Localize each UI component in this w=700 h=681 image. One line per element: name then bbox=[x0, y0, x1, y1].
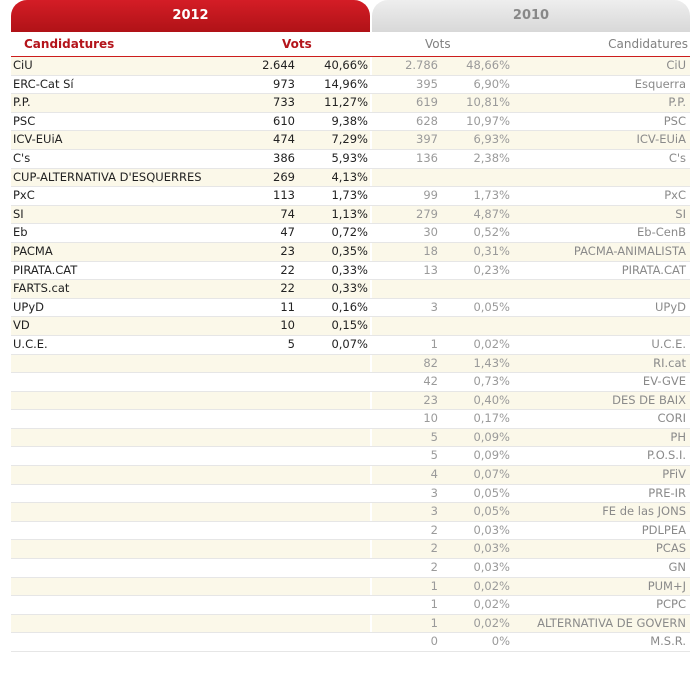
votes-2010: 4 bbox=[430, 467, 438, 482]
column-separator bbox=[370, 559, 372, 577]
column-separator bbox=[370, 57, 372, 75]
row-2012-background bbox=[11, 57, 370, 75]
party-name-2010: CiU bbox=[666, 58, 686, 72]
table-row bbox=[11, 94, 690, 113]
table-row bbox=[11, 150, 690, 169]
percent-2010: 0,40% bbox=[473, 392, 510, 407]
votes-2010: 3 bbox=[430, 485, 438, 500]
party-name-2010: CORI bbox=[657, 411, 686, 426]
votes-2010: 18 bbox=[423, 243, 438, 258]
percent-2010: 0,09% bbox=[473, 448, 510, 463]
votes-2010: 619 bbox=[416, 95, 438, 110]
votes-2010: 397 bbox=[416, 132, 438, 147]
percent-2012: 0,15% bbox=[331, 318, 368, 333]
percent-2010: 0% bbox=[491, 634, 510, 649]
column-separator bbox=[370, 392, 372, 410]
percent-2010: 0,07% bbox=[473, 467, 510, 482]
percent-2010: 10,97% bbox=[466, 113, 510, 128]
row-2010-background bbox=[372, 596, 690, 614]
votes-2010: 1 bbox=[430, 578, 438, 593]
row-2012-background bbox=[11, 392, 370, 410]
column-separator bbox=[370, 262, 372, 280]
table-row bbox=[11, 243, 690, 262]
table-row bbox=[11, 429, 690, 448]
row-2010-background bbox=[372, 299, 690, 317]
party-name-2010: ALTERNATIVA DE GOVERN bbox=[537, 615, 686, 630]
percent-2010: 2,38% bbox=[473, 150, 510, 165]
votes-2012: 610 bbox=[273, 113, 295, 128]
results-table-body bbox=[11, 57, 690, 652]
column-separator bbox=[370, 336, 372, 354]
percent-2010: 0,05% bbox=[473, 504, 510, 519]
party-name-2010: C's bbox=[668, 150, 686, 165]
table-row bbox=[11, 615, 690, 634]
votes-2010: 5 bbox=[430, 448, 438, 463]
party-name-2012: ICV-EUiA bbox=[13, 132, 63, 147]
table-row bbox=[11, 503, 690, 522]
party-name-2012: FARTS.cat bbox=[13, 281, 70, 296]
column-separator bbox=[370, 280, 372, 298]
column-separator bbox=[370, 206, 372, 224]
table-row bbox=[11, 206, 690, 225]
header-candidatures-2010: Candidatures bbox=[608, 37, 688, 51]
row-2012-background bbox=[11, 540, 370, 558]
row-2010-background bbox=[372, 540, 690, 558]
table-row bbox=[11, 466, 690, 485]
row-2010-background bbox=[372, 410, 690, 428]
party-name-2010: UPyD bbox=[654, 299, 686, 314]
votes-2010: 2 bbox=[430, 541, 438, 556]
column-separator bbox=[370, 355, 372, 373]
percent-2012: 7,29% bbox=[331, 132, 368, 147]
votes-2010: 82 bbox=[423, 355, 438, 370]
votes-2010: 5 bbox=[430, 429, 438, 444]
votes-2012: 733 bbox=[273, 95, 295, 110]
percent-2012: 0,33% bbox=[331, 281, 368, 296]
table-row bbox=[11, 485, 690, 504]
votes-2010: 279 bbox=[416, 206, 438, 221]
votes-2012: 113 bbox=[273, 188, 295, 203]
votes-2012: 47 bbox=[280, 225, 295, 240]
party-name-2012: P.P. bbox=[13, 95, 31, 110]
column-separator bbox=[370, 131, 372, 149]
column-separator bbox=[370, 615, 372, 633]
votes-2010: 2 bbox=[430, 560, 438, 575]
party-name-2010: PDLPEA bbox=[641, 522, 686, 537]
party-name-2012: PACMA bbox=[13, 243, 53, 258]
column-separator bbox=[370, 540, 372, 558]
column-separator bbox=[370, 410, 372, 428]
votes-2012: 2.644 bbox=[262, 58, 295, 72]
party-name-2010: EV-GVE bbox=[642, 374, 686, 389]
votes-2012: 22 bbox=[280, 262, 295, 277]
row-2010-background bbox=[372, 633, 690, 651]
row-2012-background bbox=[11, 299, 370, 317]
row-2012-background bbox=[11, 150, 370, 168]
results-panel bbox=[11, 0, 690, 652]
percent-2012: 1,13% bbox=[331, 206, 368, 221]
votes-2010: 0 bbox=[430, 634, 438, 649]
row-2010-background bbox=[372, 336, 690, 354]
party-name-2012: C's bbox=[13, 150, 31, 165]
percent-2010: 0,31% bbox=[473, 243, 510, 258]
header-candidatures-2012: Candidatures bbox=[24, 37, 115, 51]
party-name-2012: CUP-ALTERNATIVA D'ESQUERRES bbox=[13, 169, 202, 184]
row-2012-background bbox=[11, 373, 370, 391]
votes-2010: 628 bbox=[416, 113, 438, 128]
column-separator bbox=[370, 169, 372, 187]
party-name-2010: PxC bbox=[664, 188, 686, 203]
row-2010-background bbox=[372, 466, 690, 484]
percent-2012: 40,66% bbox=[324, 58, 368, 72]
votes-2012: 10 bbox=[280, 318, 295, 333]
column-separator bbox=[370, 633, 372, 651]
row-2012-background bbox=[11, 503, 370, 521]
column-separator bbox=[370, 596, 372, 614]
row-2010-background bbox=[372, 578, 690, 596]
votes-2010: 1 bbox=[430, 615, 438, 630]
votes-2010: 3 bbox=[430, 299, 438, 314]
row-2012-background bbox=[11, 485, 370, 503]
row-2012-background bbox=[11, 578, 370, 596]
party-name-2012: SI bbox=[13, 206, 24, 221]
row-2012-background bbox=[11, 615, 370, 633]
row-2010-background bbox=[372, 280, 690, 298]
percent-2010: 0,03% bbox=[473, 541, 510, 556]
row-2012-background bbox=[11, 355, 370, 373]
table-row bbox=[11, 317, 690, 336]
row-2012-background bbox=[11, 317, 370, 335]
votes-2010: 10 bbox=[423, 411, 438, 426]
votes-2010: 136 bbox=[416, 150, 438, 165]
percent-2010: 0,05% bbox=[473, 485, 510, 500]
percent-2010: 1,43% bbox=[473, 355, 510, 370]
party-name-2010: PUM+J bbox=[647, 578, 686, 593]
row-2010-background bbox=[372, 317, 690, 335]
votes-2012: 386 bbox=[273, 150, 295, 165]
percent-2010: 0,73% bbox=[473, 374, 510, 389]
percent-2010: 0,03% bbox=[473, 522, 510, 537]
table-row bbox=[11, 633, 690, 652]
party-name-2010: Esquerra bbox=[634, 76, 686, 91]
party-name-2010: ICV-EUiA bbox=[636, 132, 686, 147]
party-name-2010: PACMA-ANIMALISTA bbox=[573, 243, 686, 258]
percent-2010: 6,90% bbox=[473, 76, 510, 91]
party-name-2012: U.C.E. bbox=[13, 336, 48, 351]
party-name-2012: ERC-Cat Sí bbox=[13, 76, 74, 91]
column-separator bbox=[370, 113, 372, 131]
row-2010-background bbox=[372, 429, 690, 447]
party-name-2010: Eb-CenB bbox=[637, 225, 686, 240]
votes-2012: 474 bbox=[273, 132, 295, 147]
table-header bbox=[11, 32, 690, 57]
percent-2012: 9,38% bbox=[331, 113, 368, 128]
table-row bbox=[11, 392, 690, 411]
percent-2012: 0,35% bbox=[331, 243, 368, 258]
party-name-2012: UPyD bbox=[13, 299, 45, 314]
row-2012-background bbox=[11, 336, 370, 354]
votes-2012: 269 bbox=[273, 169, 295, 184]
party-name-2010: SI bbox=[675, 206, 686, 221]
column-separator bbox=[370, 94, 372, 112]
row-2012-background bbox=[11, 113, 370, 131]
percent-2012: 4,13% bbox=[331, 169, 368, 184]
row-2012-background bbox=[11, 206, 370, 224]
row-2010-background bbox=[372, 447, 690, 465]
table-row bbox=[11, 522, 690, 541]
party-name-2010: P.O.S.I. bbox=[646, 448, 686, 463]
votes-2010: 30 bbox=[423, 225, 438, 240]
row-2010-background bbox=[372, 187, 690, 205]
table-row bbox=[11, 57, 690, 76]
party-name-2012: Eb bbox=[13, 225, 28, 240]
percent-2012: 0,16% bbox=[331, 299, 368, 314]
table-row bbox=[11, 187, 690, 206]
party-name-2010: U.C.E. bbox=[651, 336, 686, 351]
party-name-2010: M.S.R. bbox=[650, 634, 686, 649]
year-tabs bbox=[11, 0, 690, 32]
row-2012-background bbox=[11, 447, 370, 465]
row-2012-background bbox=[11, 94, 370, 112]
table-row bbox=[11, 169, 690, 188]
party-name-2010: PCPC bbox=[656, 597, 686, 612]
table-row bbox=[11, 113, 690, 132]
percent-2012: 5,93% bbox=[331, 150, 368, 165]
percent-2012: 0,07% bbox=[331, 336, 368, 351]
header-votes-2010: Vots bbox=[425, 37, 451, 51]
percent-2010: 10,81% bbox=[466, 95, 510, 110]
column-separator bbox=[370, 447, 372, 465]
header-votes-2012: Vots bbox=[282, 37, 312, 51]
percent-2012: 0,72% bbox=[331, 225, 368, 240]
table-row bbox=[11, 262, 690, 281]
percent-2010: 4,87% bbox=[473, 206, 510, 221]
party-name-2010: RI.cat bbox=[653, 355, 686, 370]
votes-2010: 2.786 bbox=[405, 58, 438, 72]
percent-2010: 48,66% bbox=[466, 58, 510, 72]
table-row bbox=[11, 355, 690, 374]
votes-2012: 973 bbox=[273, 76, 295, 91]
row-2010-background bbox=[372, 355, 690, 373]
percent-2012: 11,27% bbox=[324, 95, 368, 110]
column-separator bbox=[370, 373, 372, 391]
party-name-2010: FE de las JONS bbox=[602, 504, 686, 519]
party-name-2010: DES DE BAIX bbox=[612, 392, 686, 407]
percent-2010: 0,02% bbox=[473, 578, 510, 593]
party-name-2010: PCAS bbox=[655, 541, 686, 556]
percent-2010: 0,03% bbox=[473, 560, 510, 575]
percent-2010: 1,73% bbox=[473, 188, 510, 203]
row-2012-background bbox=[11, 466, 370, 484]
votes-2012: 22 bbox=[280, 281, 295, 296]
party-name-2010: P.P. bbox=[668, 95, 686, 110]
table-row bbox=[11, 336, 690, 355]
percent-2010: 0,09% bbox=[473, 429, 510, 444]
percent-2010: 0,23% bbox=[473, 262, 510, 277]
votes-2012: 11 bbox=[280, 299, 295, 314]
party-name-2012: CiU bbox=[13, 58, 33, 72]
percent-2010: 0,02% bbox=[473, 336, 510, 351]
votes-2012: 23 bbox=[280, 243, 295, 258]
table-row bbox=[11, 596, 690, 615]
column-separator bbox=[370, 466, 372, 484]
column-separator bbox=[370, 187, 372, 205]
row-2012-background bbox=[11, 410, 370, 428]
row-2010-background bbox=[372, 559, 690, 577]
votes-2010: 2 bbox=[430, 522, 438, 537]
column-separator bbox=[370, 503, 372, 521]
votes-2012: 5 bbox=[287, 336, 295, 351]
party-name-2012: PSC bbox=[13, 113, 36, 128]
row-2012-background bbox=[11, 243, 370, 261]
column-separator bbox=[370, 317, 372, 335]
table-row bbox=[11, 410, 690, 429]
row-2012-background bbox=[11, 559, 370, 577]
party-name-2010: PFiV bbox=[662, 467, 686, 482]
party-name-2012: PxC bbox=[13, 188, 35, 203]
party-name-2012: VD bbox=[13, 318, 30, 333]
row-2010-background bbox=[372, 169, 690, 187]
votes-2010: 99 bbox=[423, 188, 438, 203]
tab-2010[interactable]: 2010 bbox=[372, 0, 690, 32]
column-separator bbox=[370, 299, 372, 317]
percent-2010: 6,93% bbox=[473, 132, 510, 147]
party-name-2010: GN bbox=[668, 560, 686, 575]
row-2010-background bbox=[372, 485, 690, 503]
percent-2010: 0,02% bbox=[473, 615, 510, 630]
votes-2010: 13 bbox=[423, 262, 438, 277]
votes-2012: 74 bbox=[280, 206, 295, 221]
row-2012-background bbox=[11, 187, 370, 205]
table-row bbox=[11, 447, 690, 466]
party-name-2010: PIRATA.CAT bbox=[621, 262, 686, 277]
table-row bbox=[11, 559, 690, 578]
table-row bbox=[11, 373, 690, 392]
column-separator bbox=[370, 224, 372, 242]
column-separator bbox=[370, 243, 372, 261]
table-row bbox=[11, 280, 690, 299]
row-2012-background bbox=[11, 522, 370, 540]
table-row bbox=[11, 131, 690, 150]
percent-2012: 0,33% bbox=[331, 262, 368, 277]
table-row bbox=[11, 299, 690, 318]
party-name-2010: PSC bbox=[663, 113, 686, 128]
votes-2010: 42 bbox=[423, 374, 438, 389]
votes-2010: 3 bbox=[430, 504, 438, 519]
row-2012-background bbox=[11, 131, 370, 149]
table-row bbox=[11, 578, 690, 597]
column-separator bbox=[370, 150, 372, 168]
row-2012-background bbox=[11, 633, 370, 651]
votes-2010: 1 bbox=[430, 336, 438, 351]
column-separator bbox=[370, 578, 372, 596]
percent-2010: 0,02% bbox=[473, 597, 510, 612]
votes-2010: 1 bbox=[430, 597, 438, 612]
tab-2012[interactable]: 2012 bbox=[11, 0, 370, 32]
row-2012-background bbox=[11, 596, 370, 614]
votes-2010: 395 bbox=[416, 76, 438, 91]
table-row bbox=[11, 540, 690, 559]
party-name-2010: PH bbox=[670, 429, 686, 444]
column-separator bbox=[370, 429, 372, 447]
table-row bbox=[11, 76, 690, 95]
percent-2010: 0,17% bbox=[473, 411, 510, 426]
party-name-2012: PIRATA.CAT bbox=[13, 262, 78, 277]
row-2012-background bbox=[11, 429, 370, 447]
percent-2012: 1,73% bbox=[331, 188, 368, 203]
column-separator bbox=[370, 76, 372, 94]
column-separator bbox=[370, 485, 372, 503]
votes-2010: 23 bbox=[423, 392, 438, 407]
column-separator bbox=[370, 522, 372, 540]
party-name-2010: PRE-IR bbox=[648, 485, 686, 500]
percent-2012: 14,96% bbox=[324, 76, 368, 91]
percent-2010: 0,05% bbox=[473, 299, 510, 314]
row-2012-background bbox=[11, 224, 370, 242]
percent-2010: 0,52% bbox=[473, 225, 510, 240]
table-row bbox=[11, 224, 690, 243]
